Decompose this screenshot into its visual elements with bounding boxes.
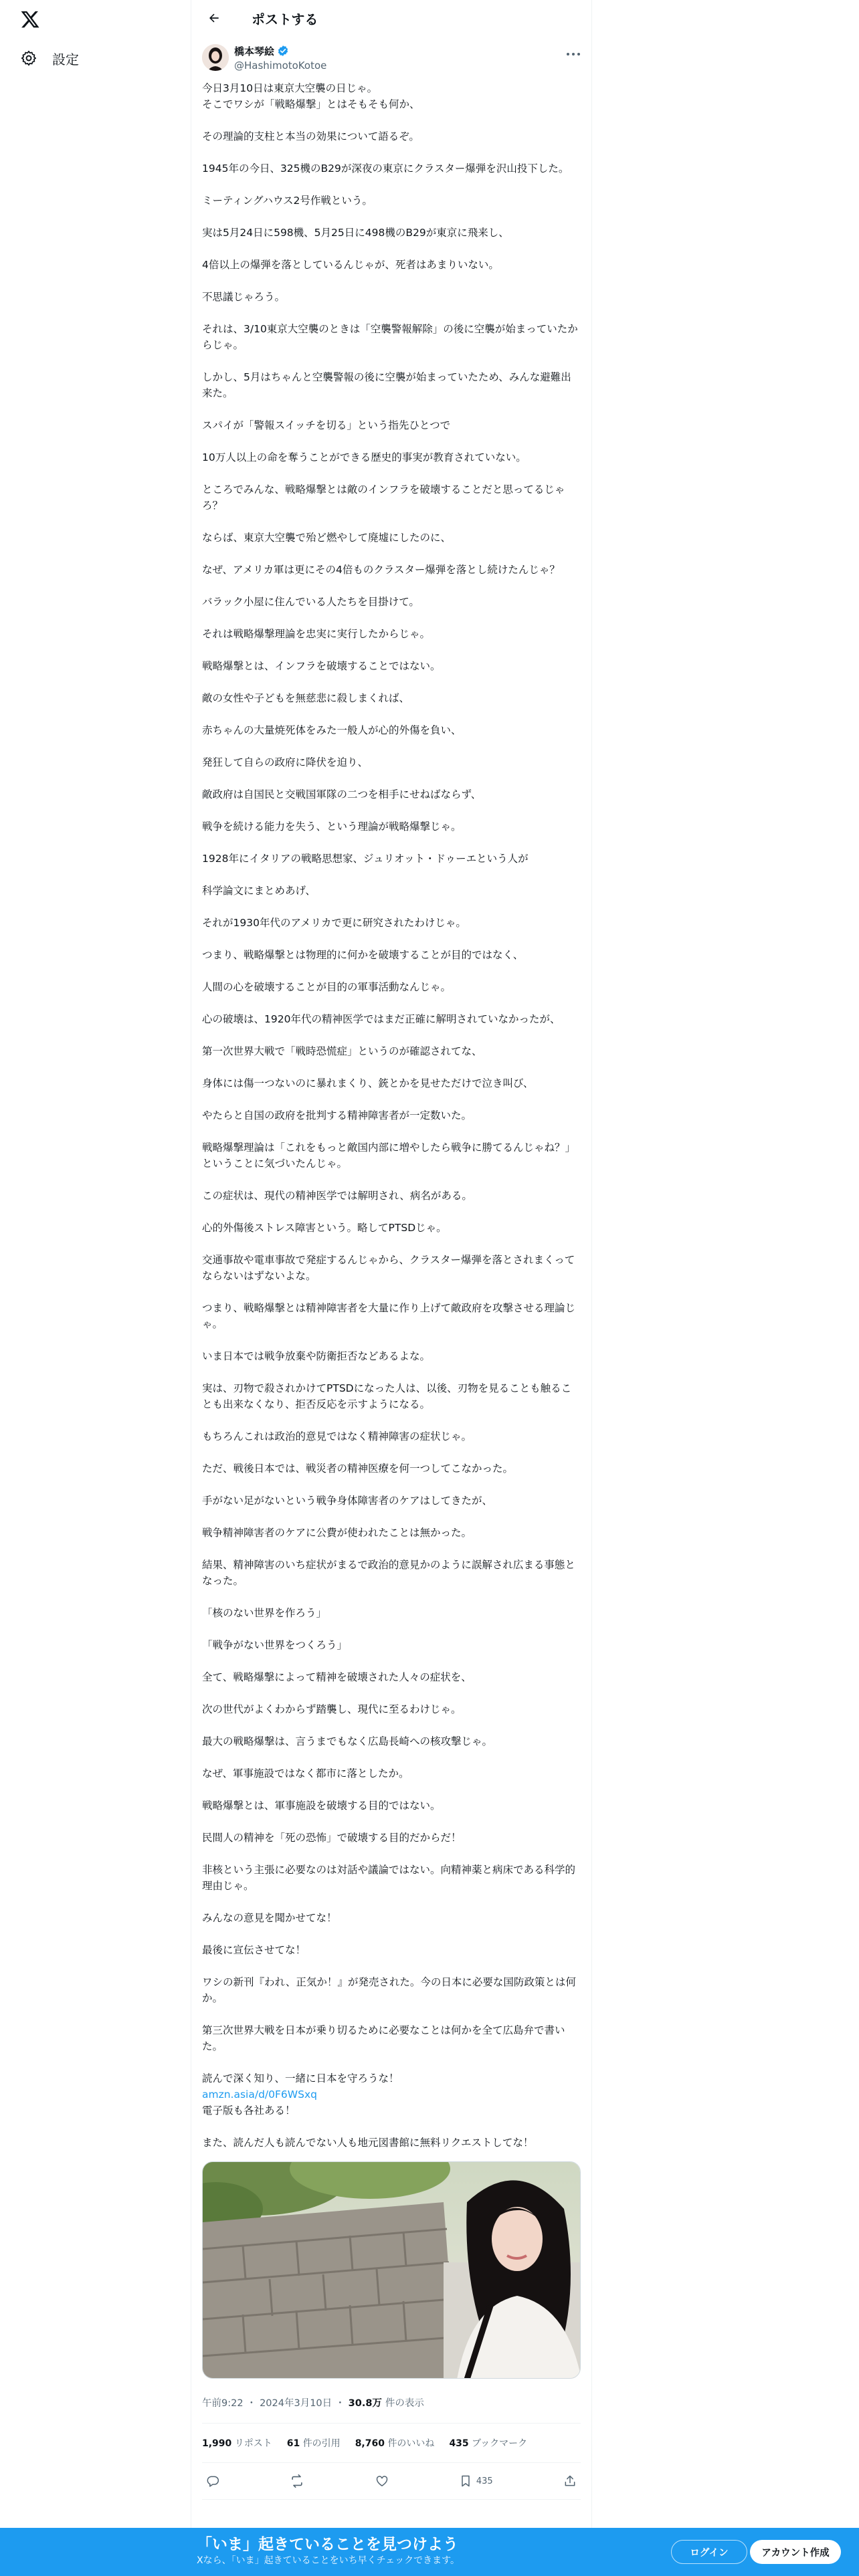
top-bar: [191, 0, 591, 36]
post-paragraph: 手がない足がないという戦争身体障害者のケアはしてきたが、: [202, 1495, 493, 1507]
post-paragraph: ところでみんな、戦略爆撃とは敵のインフラを破壊することだと思ってるじゃろ？: [202, 484, 565, 512]
banner-title: 「いま」起きていることを見つけよう: [197, 2536, 458, 2553]
post-stats: [191, 2424, 591, 2462]
post-actions: [191, 2463, 591, 2499]
author-name[interactable]: 橋本琴絵: [234, 45, 275, 58]
post-image[interactable]: [202, 2161, 581, 2379]
view-count-label: 件の表示: [385, 2397, 424, 2409]
post-paragraph: 最大の戦略爆撃は、言うまでもなく広島長崎への核攻撃じゃ。: [202, 1735, 493, 1747]
post-paragraph: 戦略爆撃とは、軍事施設を破壊する目的ではない。: [202, 1800, 441, 1812]
bookmarks-stat[interactable]: 435 ブックマーク: [449, 2438, 528, 2449]
post-paragraph: 敵の女性や子どもを無慈悲に殺しまくれば、: [202, 692, 410, 704]
author-handle[interactable]: @HashimotoKotoe: [234, 59, 327, 72]
post-paragraph: 実は5月24日に598機、5月25日に498機のB29が東京に飛来し、: [202, 227, 509, 239]
like-button[interactable]: [375, 2474, 389, 2488]
post-paragraph: この症状は、現代の精神医学では解明され、病名がある。: [202, 1190, 472, 1202]
heart-icon: [375, 2474, 389, 2488]
post-paragraph: それは戦略爆撃理論を忠実に実行したからじゃ。: [202, 628, 431, 640]
post-paragraph: やたらと自国の政府を批判する精神障害者が一定数いた。: [202, 1109, 472, 1121]
reply-button[interactable]: [206, 2474, 219, 2488]
left-nav: [0, 0, 191, 2576]
post-column: [191, 0, 592, 2576]
post-paragraph: 「戦争がない世界をつくろう」: [202, 1639, 348, 1651]
post-paragraph: 戦争を続ける能力を失う、という理論が戦略爆撃じゃ。: [202, 821, 462, 833]
post-paragraph: ならば、東京大空襲で殆ど燃やして廃墟にしたのに、: [202, 532, 452, 544]
banner-subtitle: Xなら、「いま」起きていることをいち早くチェックできます。: [197, 2555, 460, 2566]
post-paragraph: 身体には傷一つないのに暴れまくり、銃とかを見せただけで泣き叫び、: [202, 1077, 534, 1089]
post-paragraph: ただ、戦後日本では、戦災者の精神医療を何一つしてこなかった。: [202, 1463, 514, 1475]
post-paragraph: 4倍以上の爆弾を落としているんじゃが、死者はあまりいない。: [202, 259, 499, 271]
post-paragraph: 第三次世界大戦を日本が乗り切るために必要なことは何かを全て広島弁で書いた。: [202, 2024, 565, 2052]
post-paragraph: 戦略爆撃とは、インフラを破壊することではない。: [202, 660, 441, 672]
post-paragraph: 実は、刃物で殺されかけてPTSDになった人は、以後、刃物を見ることも触ることも出来なくなり、拒否反応を示すようになる。: [202, 1382, 572, 1410]
likes-stat[interactable]: 8,760 件のいいね: [355, 2438, 435, 2449]
x-logo-icon[interactable]: [20, 9, 40, 29]
avatar[interactable]: [202, 44, 229, 71]
arrow-left-icon: [207, 11, 221, 25]
post-paragraph: 電子版も各社ある！: [202, 2105, 296, 2117]
post-paragraph: なぜ、軍事施設ではなく都市に落としたか。: [202, 1767, 409, 1780]
more-options-icon[interactable]: [566, 51, 581, 58]
post-paragraph: 心的外傷後ストレス障害という。略してPTSDじゃ。: [202, 1222, 447, 1234]
avatar-image: [202, 44, 229, 71]
post-paragraph: 次の世代がよくわからず踏襲し、現代に至るわけじゃ。: [202, 1703, 462, 1715]
post-paragraph: 赤ちゃんの大量焼死体をみた一般人が心的外傷を負い、: [202, 724, 462, 736]
post-paragraph: 最後に宣伝させてな！: [202, 1944, 306, 1956]
share-icon: [563, 2474, 577, 2488]
post-paragraph: バラック小屋に住んでいる人たちを目掛けて。: [202, 596, 419, 608]
post-paragraph: みんなの意見を聞かせてな！: [202, 1912, 337, 1924]
post-paragraph: 交通事故や電車事故で発症するんじゃから、クラスター爆弾を落とされまくってならないはずないよな。: [202, 1254, 575, 1282]
post-paragraph: しかし、5月はちゃんと空襲警報の後に空襲が始まっていたため、みんな避難出来た。: [202, 371, 571, 399]
post-paragraph: 戦争精神障害者のケアに公費が使われたことは無かった。: [202, 1527, 472, 1539]
post-paragraph: 今日3月10日は東京大空襲の日じゃ。: [202, 82, 378, 94]
post-paragraph: 戦略爆撃理論は「これをもっと敵国内部に増やしたら戦争に勝てるんじゃね？」ということに気づいたんじゃ。: [202, 1142, 576, 1170]
post-text: [191, 76, 591, 2151]
verified-badge-icon: [277, 45, 289, 57]
back-button[interactable]: [202, 6, 226, 30]
post-paragraph: 10万人以上の命を奪うことができる歴史的事実が教育されていない。: [202, 451, 527, 463]
post-paragraph: スパイが「警報スイッチを切る」という指先ひとつで: [202, 419, 451, 431]
post-paragraph: なぜ、アメリカ軍は更にその4倍ものクラスター爆弾を落とし続けたんじゃ？: [202, 564, 560, 576]
post-paragraph: もちろんこれは政治的意見ではなく精神障害の症状じゃ。: [202, 1430, 472, 1442]
post-paragraph: 「核のない世界を作ろう」: [202, 1607, 327, 1619]
nav-settings-label: 設定: [52, 51, 79, 68]
post-paragraph: それが1930年代のアメリカで更に研究されたわけじゃ。: [202, 917, 466, 929]
post-time[interactable]: 午前9:22: [202, 2397, 244, 2409]
signup-banner: [0, 2528, 859, 2576]
post-paragraph: 心の破壊は、1920年代の精神医学ではまだ正確に解明されていなかったが、: [202, 1013, 561, 1025]
post-paragraph: 発狂して自らの政府に降伏を迫り、: [202, 756, 369, 768]
post-link[interactable]: amzn.asia/d/0F6WSxq: [202, 2088, 317, 2101]
post-paragraph: また、読んだ人も読んでない人も地元図書館に無料リクエストしてな！: [202, 2137, 534, 2149]
post-paragraph: 1945年の今日、325機のB29が深夜の東京にクラスター爆弾を沢山投下した。: [202, 163, 569, 175]
reposts-stat[interactable]: 1,990 リポスト: [202, 2438, 272, 2449]
share-button[interactable]: [563, 2474, 577, 2488]
post-paragraph: つまり、戦略爆撃とは精神障害者を大量に作り上げて敵政府を攻撃させる理論じゃ。: [202, 1302, 576, 1330]
post-author: [191, 39, 591, 76]
post-paragraph: 敵政府は自国民と交戦国軍隊の二つを相手にせねばならず、: [202, 788, 482, 800]
repost-button[interactable]: [290, 2474, 304, 2488]
post-photo: [203, 2162, 581, 2379]
post-paragraph: 不思議じゃろう。: [202, 291, 286, 303]
bookmark-count: 435: [476, 2476, 493, 2486]
reply-icon: [206, 2474, 219, 2488]
bookmark-button[interactable]: [459, 2474, 493, 2488]
post-paragraph: 読んで深く知り、一緒に日本を守ろうな！: [202, 2072, 399, 2084]
post-paragraph: 第一次世界大戦で「戦時恐慌症」というのが確認されてな、: [202, 1045, 482, 1057]
post-paragraph: その理論的支柱と本当の効果について語るぞ。: [202, 130, 419, 142]
view-count: 30.8万: [348, 2397, 382, 2409]
post-paragraph: それは、3/10東京大空襲のときは「空襲警報解除」の後に空襲が始まっていたからじゃ。: [202, 323, 578, 351]
quotes-stat[interactable]: 61 件の引用: [286, 2438, 341, 2449]
post-paragraph: つまり、戦略爆撃とは物理的に何かを破壊することが目的ではなく、: [202, 949, 524, 961]
post-paragraph: 1928年にイタリアの戦略思想家、ジュリオット・ドゥーエという人が: [202, 853, 529, 865]
nav-settings-link[interactable]: [20, 48, 79, 68]
repost-icon: [290, 2474, 304, 2488]
page-title: ポストする: [252, 11, 318, 27]
bookmark-icon: [459, 2474, 472, 2488]
post-paragraph: 結果、精神障害のいち症状がまるで政治的意見かのように誤解され広まる事態となった。: [202, 1559, 575, 1587]
post-paragraph: 人間の心を破壊することが目的の軍事活動なんじゃ。: [202, 981, 452, 993]
post-paragraph: いま日本では戦争放棄や防衛拒否などあるよな。: [202, 1350, 431, 1362]
post-paragraph: 科学論文にまとめあげ、: [202, 885, 316, 897]
gear-icon: [20, 49, 37, 67]
post-paragraph: 全て、戦略爆撃によって精神を破壊された人々の症状を、: [202, 1671, 472, 1683]
post-paragraph: ミーティングハウス2号作戦という。: [202, 195, 373, 207]
post-date[interactable]: 2024年3月10日: [260, 2397, 332, 2409]
post-paragraph: 民間人の精神を「死の恐怖」で破壊する目的だからだ！: [202, 1832, 462, 1844]
post-paragraph: そこでワシが「戦略爆撃」とはそもそも何か、: [202, 98, 420, 110]
post-paragraph: 非核という主張に必要なのは対話や議論ではない。向精神薬と病床である科学的理由じゃ。: [202, 1864, 576, 1892]
signup-button[interactable]: アカウント作成: [750, 2540, 841, 2564]
login-button[interactable]: ログイン: [671, 2540, 747, 2564]
post-meta: 午前9:22 ・ 2024年3月10日 ・ 30.8万 件の表示: [191, 2392, 591, 2412]
post-paragraph: ワシの新刊『われ、正気か！』が発売された。今の日本に必要な国防政策とは何か。: [202, 1976, 576, 2004]
